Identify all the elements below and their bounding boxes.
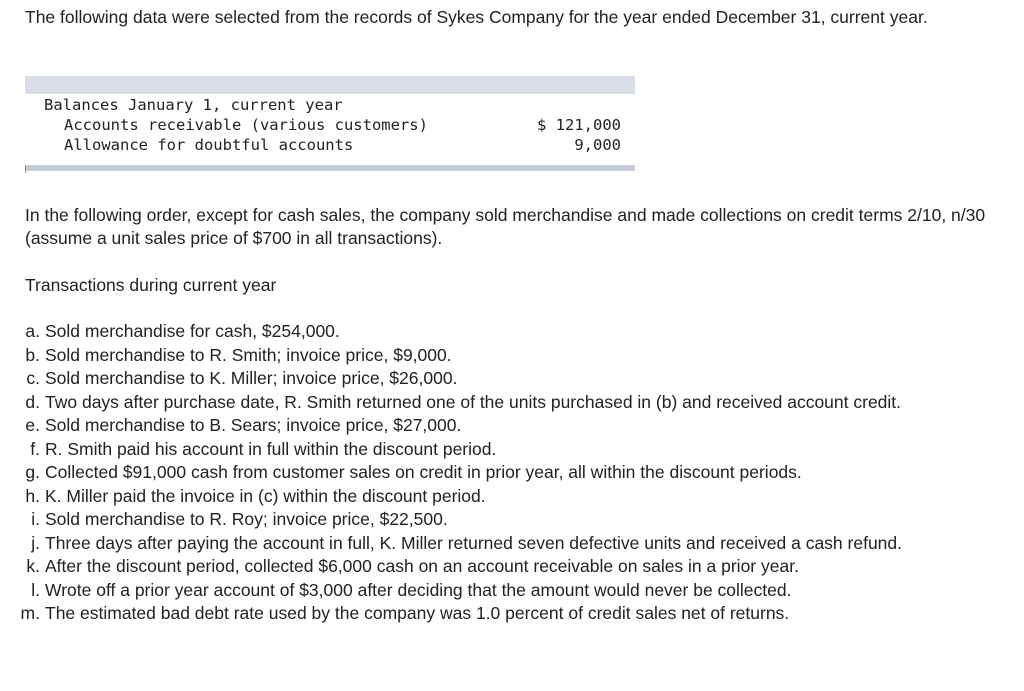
- item-text: Sold merchandise to R. Roy; invoice price, $22,500.: [45, 509, 448, 529]
- table-footer-bar: [25, 165, 635, 171]
- item-text: K. Miller paid the invoice in (c) within the discount period.: [45, 485, 486, 506]
- list-item: [0, 461, 1010, 485]
- list-item: [0, 438, 1010, 462]
- item-text: Sold merchandise for cash, $254,000.: [45, 321, 340, 341]
- item-letter: l.: [31, 579, 40, 600]
- item-letter: i.: [31, 509, 40, 529]
- item-text: Three days after paying the account in full, K. Miller returned seven defective units and received a cash refund.: [45, 532, 903, 553]
- item-letter: j.: [31, 532, 40, 553]
- list-item: [0, 532, 1010, 556]
- item-letter: a.: [25, 321, 40, 341]
- list-item: [0, 579, 1010, 603]
- item-letter: f.: [30, 438, 40, 459]
- list-item: [0, 555, 1010, 579]
- item-text: R. Smith paid his account in full within the discount period.: [45, 438, 497, 459]
- item-text: Sold merchandise to B. Sears; invoice price, $27,000.: [45, 415, 462, 435]
- item-letter: g.: [25, 462, 40, 482]
- list-item: [0, 508, 1010, 532]
- accounts-receivable-label: Accounts receivable (various customers): [64, 116, 428, 134]
- item-letter: c.: [26, 368, 40, 388]
- allowance-label: Allowance for doubtful accounts: [64, 136, 354, 154]
- item-letter: d.: [25, 391, 40, 412]
- item-text: Wrote off a prior year account of $3,000 after deciding that the amount would never be collected.: [45, 579, 792, 600]
- intro-text: The following data were selected from the records of Sykes Company for the year ended December 31, current year.: [25, 7, 928, 27]
- allowance-value: 9,000: [574, 136, 621, 154]
- item-letter: e.: [25, 415, 40, 435]
- item-letter: k.: [26, 556, 40, 576]
- balances-heading: Balances January 1, current year: [44, 96, 343, 114]
- item-text: After the discount period, collected $6,000 cash on an account receivable on sales in a prior year.: [45, 556, 799, 576]
- transactions-heading: Transactions during current year: [25, 275, 277, 295]
- list-item: [0, 320, 1010, 344]
- list-item: [0, 344, 1010, 368]
- terms-paragraph: In the following order, except for cash sales, the company sold merchandise and made collections on credit terms 2/10, n/30 (assume a unit sales price of $700 in all transactions).: [25, 205, 986, 248]
- item-text: The estimated bad debt rate used by the company was 1.0 percent of credit sales net of returns.: [45, 603, 790, 623]
- item-letter: h.: [25, 485, 40, 506]
- list-item: [0, 391, 1010, 415]
- item-text: Two days after purchase date, R. Smith returned one of the units purchased in (b) and received account credit.: [45, 391, 902, 412]
- transactions-list: [0, 320, 1010, 626]
- list-item: [0, 485, 1010, 509]
- table-corner-tick: [25, 165, 26, 173]
- item-text: Collected $91,000 cash from customer sales on credit in prior year, all within the discount periods.: [45, 462, 802, 482]
- item-text: Sold merchandise to R. Smith; invoice price, $9,000.: [45, 344, 452, 365]
- table-header-bar: [25, 76, 635, 94]
- item-letter: b.: [25, 344, 40, 365]
- accounts-receivable-value: $ 121,000: [537, 116, 621, 134]
- item-text: Sold merchandise to K. Miller; invoice price, $26,000.: [45, 368, 458, 388]
- item-letter: m.: [20, 603, 40, 623]
- balances-table: [25, 76, 635, 171]
- list-item: [0, 602, 1010, 626]
- list-item: [0, 367, 1010, 391]
- list-item: [0, 414, 1010, 438]
